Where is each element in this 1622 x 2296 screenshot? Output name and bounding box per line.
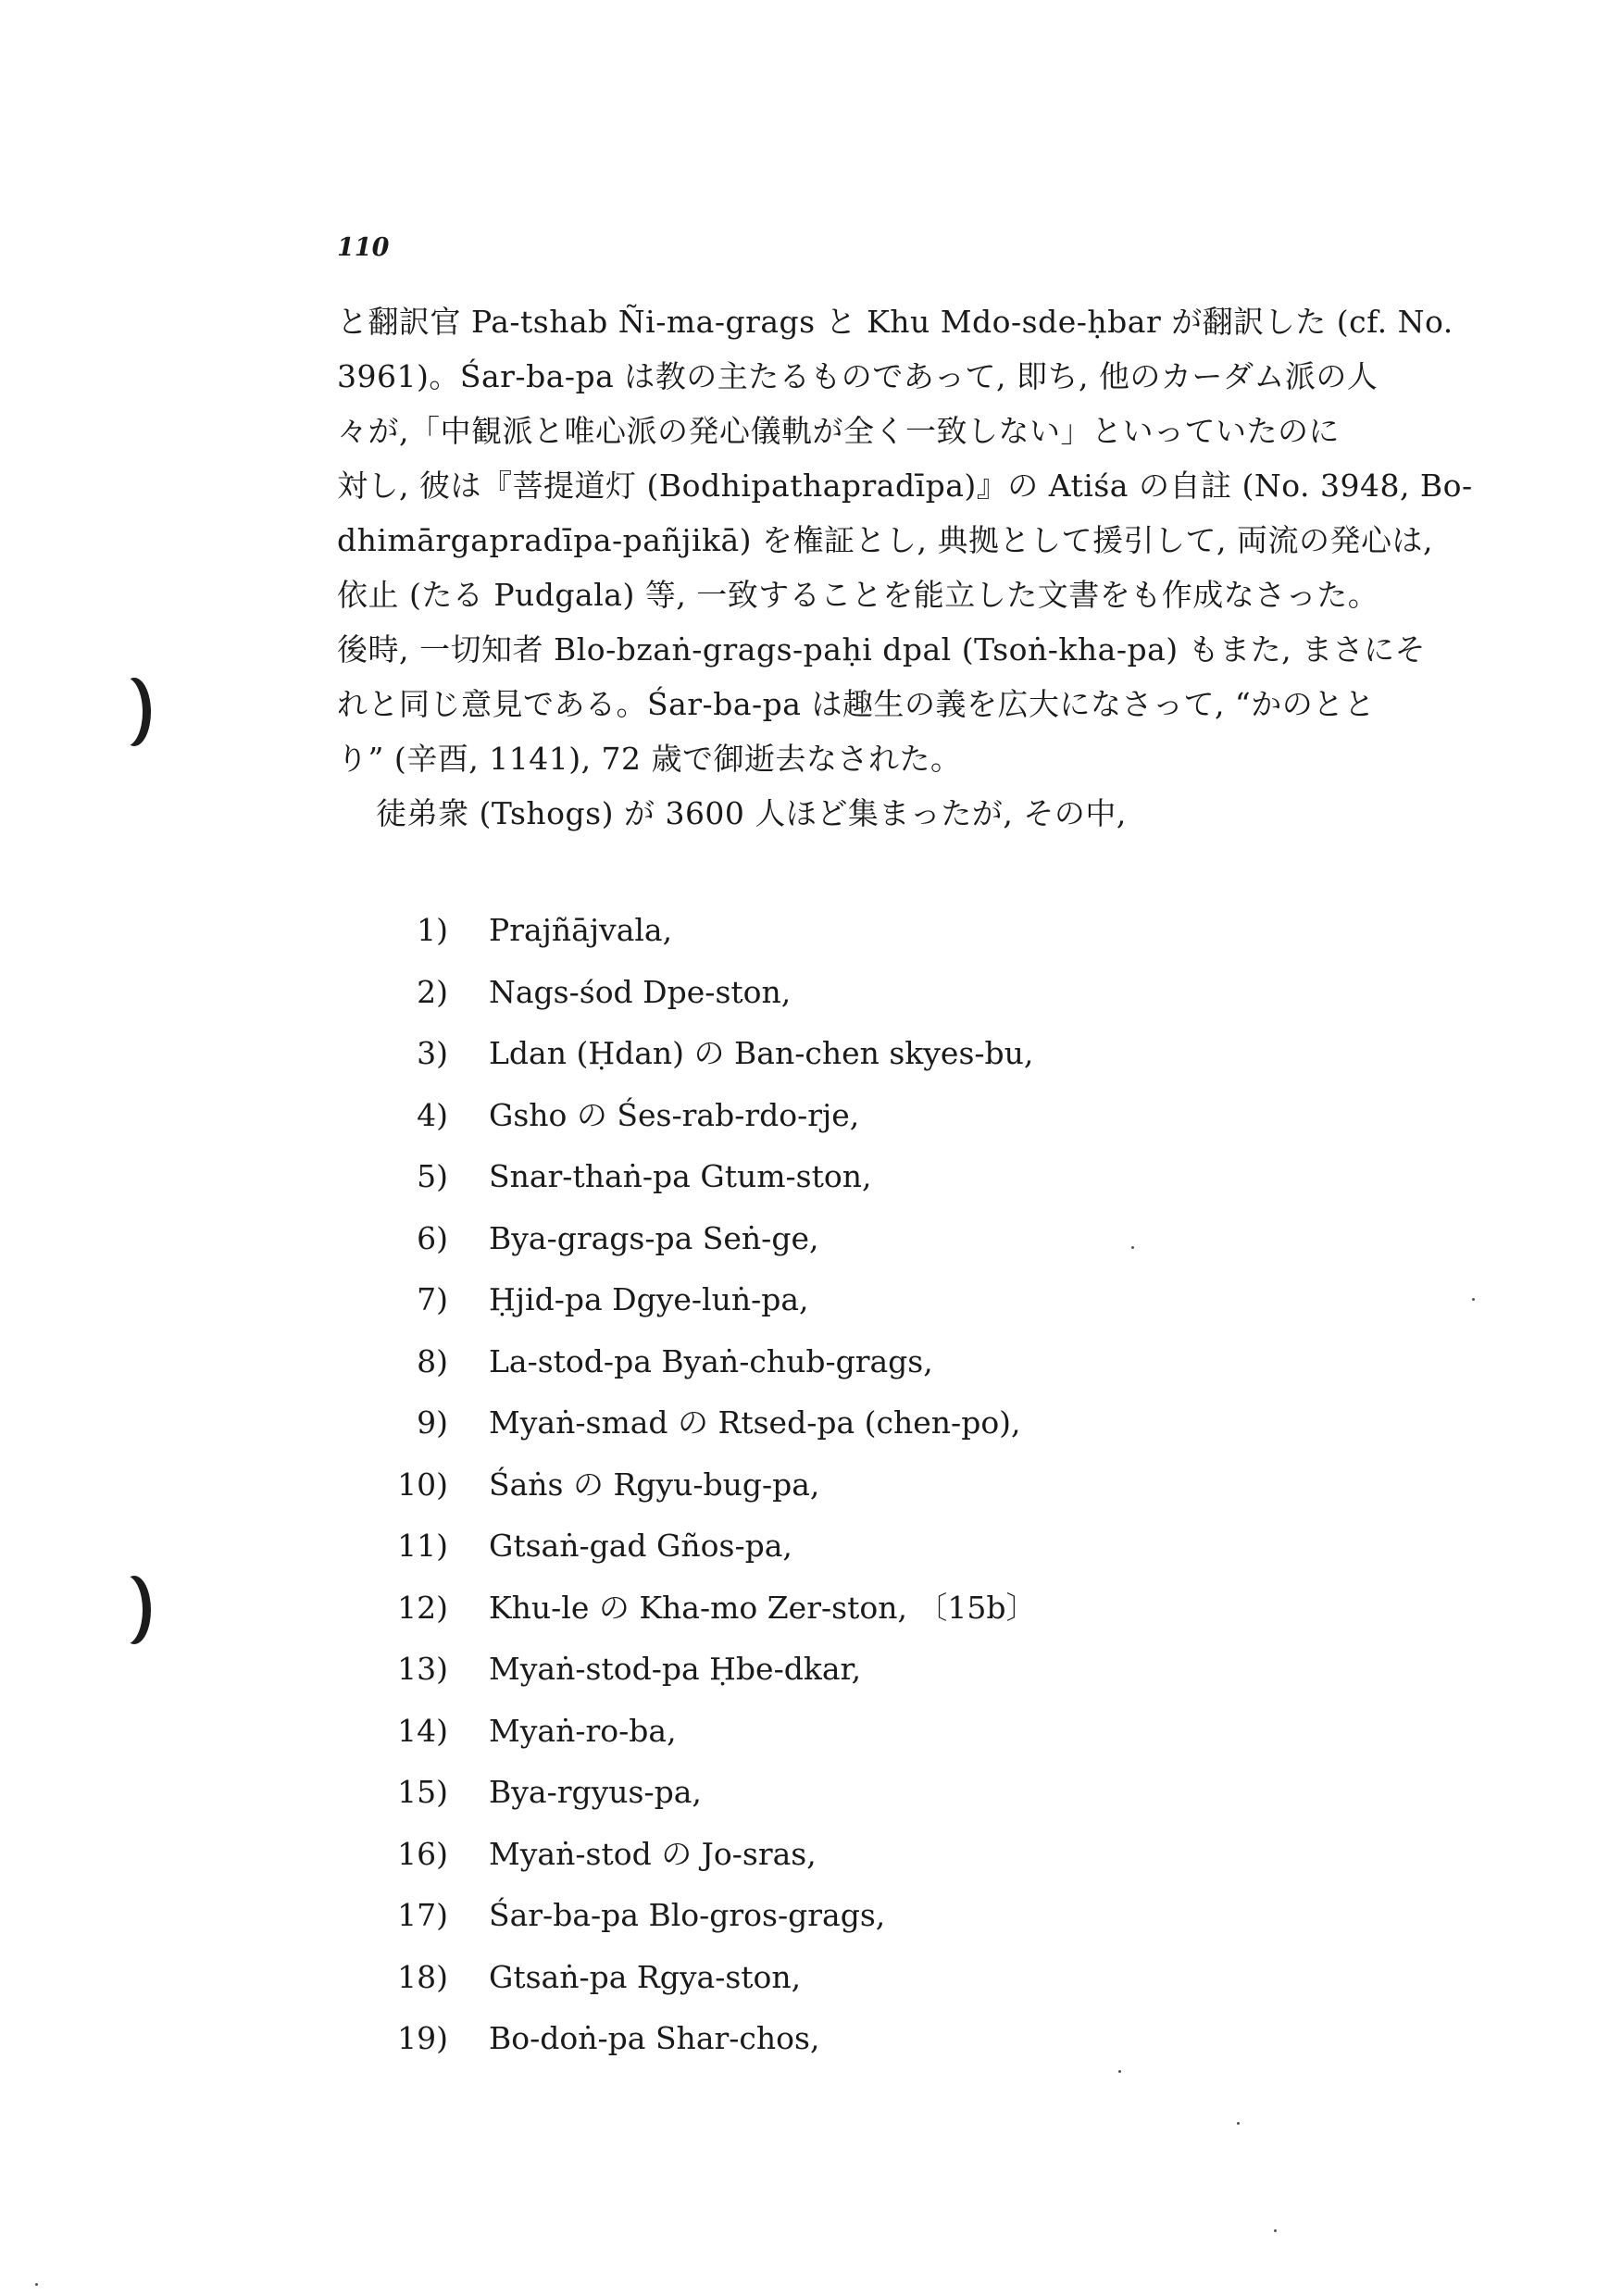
list-item-name: Myaṅ-stod の Jo-sras, — [489, 1835, 817, 1872]
list-item — [0, 2008, 1622, 2070]
text-line: 後時, 一切知者 Blo-bzaṅ-grags-paḥi dpal (Tsoṅ-kha-pa) もまた, まさにそ — [337, 631, 1427, 668]
text-line: り” (辛酉, 1141), 72 歳で御逝去なされた。 — [337, 741, 962, 777]
list-item-name: Bo-doṅ-pa Shar-chos, — [489, 2020, 820, 2056]
list-item — [0, 1269, 1622, 1331]
list-item — [0, 1146, 1622, 1208]
list-item — [0, 962, 1622, 1024]
list-item-number: 17) — [397, 1897, 448, 1933]
list-item — [0, 1947, 1622, 2009]
list-item — [0, 1639, 1622, 1701]
list-item-name: Śaṅs の Rgyu-bug-pa, — [489, 1466, 820, 1503]
scan-speck — [1131, 1246, 1134, 1249]
list-item-number: 18) — [397, 1958, 448, 1995]
list-item-number: 10) — [397, 1466, 448, 1503]
list-item-number: 16) — [397, 1835, 448, 1872]
list-item-name: Gtsaṅ-gad Gños-pa, — [489, 1528, 792, 1564]
list-item-name: Ldan (Ḥdan) の Ban-chen skyes-bu, — [489, 1035, 1034, 1071]
list-item-name: Śar-ba-pa Blo-gros-grags, — [489, 1897, 886, 1933]
disciple-list — [0, 900, 1622, 2070]
list-item-number: 8) — [417, 1342, 448, 1379]
list-item-number: 4) — [417, 1096, 448, 1133]
list-item-name: Bya-rgyus-pa, — [489, 1774, 702, 1810]
list-intro-line: 徒弟衆 (Tshogs) が 3600 人ほど集まったが, その中, — [376, 795, 1127, 831]
binding-hole-mark — [109, 1576, 143, 1644]
text-line: dhimārgapradīpa-pañjikā) を権証とし, 典拠として援引して, 両流の発心は, — [337, 522, 1433, 558]
list-item-name: Prajñājvala, — [489, 912, 673, 948]
list-item — [0, 1701, 1622, 1763]
list-item — [0, 1578, 1622, 1640]
list-item — [0, 1516, 1622, 1578]
list-item-number: 3) — [417, 1035, 448, 1071]
list-item-name: Khu-le の Kha-mo Zer-ston, 〔15b〕 — [489, 1589, 1037, 1626]
list-item — [0, 1085, 1622, 1147]
list-item-number: 2) — [417, 973, 448, 1010]
list-item — [0, 1824, 1622, 1886]
list-item-number: 19) — [397, 2020, 448, 2056]
list-item-name: Gtsaṅ-pa Rgya-ston, — [489, 1958, 802, 1995]
list-item — [0, 1331, 1622, 1393]
text-line: れと同じ意見である。Śar-ba-pa は趣生の義を広大になさって, “かのとと — [337, 686, 1376, 722]
body-paragraph — [337, 294, 1485, 841]
list-item-number: 9) — [417, 1404, 448, 1441]
list-item-number: 14) — [397, 1712, 448, 1749]
list-item-name: Gsho の Śes-rab-rdo-rje, — [489, 1096, 860, 1133]
page-number: 110 — [337, 233, 390, 262]
text-line: 依止 (たる Pudgala) 等, 一致することを能立した文書をも作成なさった。 — [337, 577, 1379, 613]
binding-hole-mark — [109, 678, 143, 746]
list-item-number: 6) — [417, 1219, 448, 1256]
list-item-name: Myaṅ-ro-ba, — [489, 1712, 677, 1749]
scan-speck — [1472, 1298, 1475, 1301]
list-item-number: 11) — [397, 1528, 448, 1564]
list-item-name: Bya-grags-pa Seṅ-ge, — [489, 1219, 819, 1256]
list-item — [0, 900, 1622, 962]
scan-speck — [1274, 2229, 1277, 2232]
list-item-number: 13) — [397, 1651, 448, 1687]
text-line: 々が,「中観派と唯心派の発心儀軌が全く一致しない」といっていたのに — [337, 413, 1340, 449]
list-item-name: La-stod-pa Byaṅ-chub-grags, — [489, 1342, 933, 1379]
list-item-number: 7) — [417, 1281, 448, 1317]
list-item-number: 15) — [397, 1774, 448, 1810]
scan-speck — [1118, 2070, 1121, 2073]
text-line: と翻訳官 Pa-tshab Ñi-ma-grags と Khu Mdo-sde-ḥbar が翻訳した (cf. No. — [337, 304, 1454, 340]
list-item-name: Nags-śod Dpe-ston, — [489, 973, 792, 1010]
list-item — [0, 1208, 1622, 1270]
list-item — [0, 1762, 1622, 1824]
list-item-name: Myaṅ-stod-pa Ḥbe-dkar, — [489, 1651, 862, 1687]
list-item-name: Myaṅ-smad の Rtsed-pa (chen-po), — [489, 1404, 1021, 1441]
list-item-number: 12) — [397, 1589, 448, 1626]
scan-speck — [1237, 2122, 1240, 2125]
list-item-name: Snar-thaṅ-pa Gtum-ston, — [489, 1158, 872, 1194]
scan-speck — [35, 2283, 38, 2286]
list-item — [0, 1454, 1622, 1516]
list-item-name: Ḥjid-pa Dgye-luṅ-pa, — [489, 1281, 809, 1317]
text-line: 対し, 彼は『菩提道灯 (Bodhipathapradīpa)』の Atiśa の自註 (No. 3948, Bo- — [337, 468, 1473, 504]
text-line: 3961)。Śar-ba-pa は教の主たるものであって, 即ち, 他のカーダム派の人 — [337, 358, 1379, 394]
list-item — [0, 1023, 1622, 1085]
list-item-number: 1) — [417, 912, 448, 948]
list-item — [0, 1392, 1622, 1454]
list-item-number: 5) — [417, 1158, 448, 1194]
list-item — [0, 1885, 1622, 1947]
